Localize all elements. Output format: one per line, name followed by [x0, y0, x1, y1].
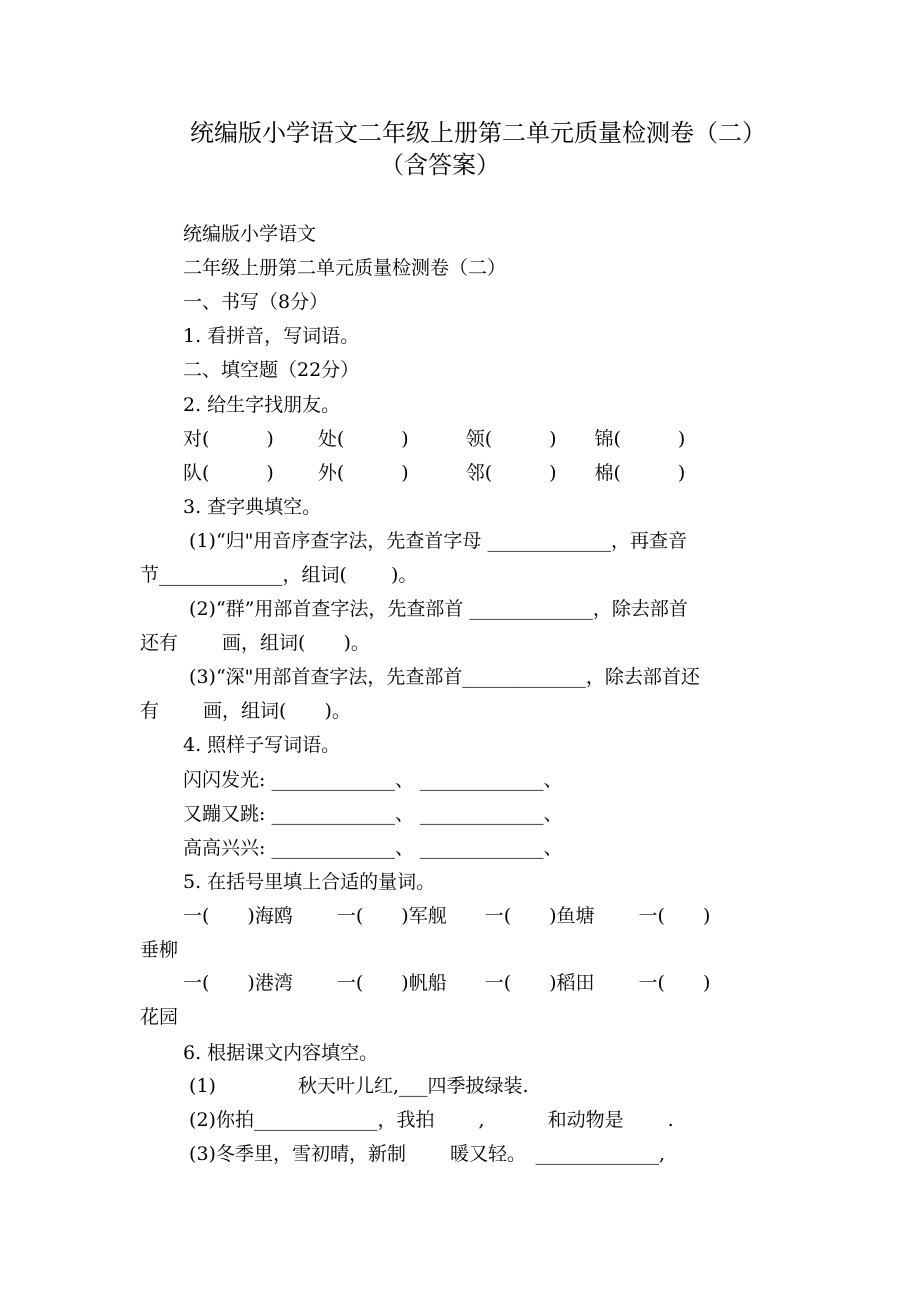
- question-line: (1)“归"用音序查字法，先查首字母 _____________，再查音: [183, 530, 687, 552]
- subtitle-line: 统编版小学语文: [183, 223, 317, 245]
- question-line: 3. 查字典填空。: [183, 496, 322, 518]
- question-line: 节_____________，组词( )。: [140, 564, 418, 586]
- fill-row: 一( )海鸥 一( )军舰 一( )鱼塘 一( ): [183, 905, 711, 927]
- question-line: 6. 根据课文内容填空。: [183, 1042, 379, 1064]
- question-line: 1. 看拼音，写词语。: [183, 325, 360, 347]
- fill-row: 垂柳: [140, 939, 179, 961]
- subtitle-line: 二年级上册第二单元质量检测卷（二）: [183, 257, 507, 279]
- fill-row: 闪闪发光: _____________、 _____________、: [183, 769, 563, 791]
- section-heading: 二、填空题（22分）: [183, 359, 360, 381]
- question-line: 有 画，组词( )。: [140, 700, 351, 722]
- section-heading: 一、书写（8分）: [183, 291, 329, 313]
- fill-row: 又蹦又跳: _____________、 _____________、: [183, 803, 563, 825]
- fill-row: 队( ) 外( ) 邻( ) 棉( ): [183, 462, 686, 484]
- question-line: (3)冬季里，雪初晴，新制 暖又轻。 _____________,: [183, 1143, 666, 1165]
- document-title: 统编版小学语文二年级上册第二单元质量检测卷（二）: [190, 119, 766, 147]
- question-line: (2)你拍_____________，我拍 , 和动物是 .: [183, 1109, 674, 1131]
- question-line: (1) 秋天叶儿红,___四季披绿装.: [183, 1075, 529, 1097]
- question-line: 4. 照样子写词语。: [183, 734, 341, 756]
- question-line: 还有 画，组词( )。: [140, 632, 370, 654]
- question-line: (3)“深"用部首查字法，先查部首_____________，除去部首还: [183, 666, 700, 688]
- question-line: (2)“群”用部首查字法，先查部首 _____________，除去部首: [183, 598, 688, 620]
- question-line: 5. 在括号里填上合适的量词。: [183, 871, 436, 893]
- fill-row: 花园: [140, 1006, 179, 1028]
- document-title-suffix: （含答案）: [380, 151, 500, 179]
- question-line: 2. 给生字找朋友。: [183, 394, 341, 416]
- fill-row: 对( ) 处( ) 领( ) 锦( ): [183, 428, 686, 450]
- fill-row: 一( )港湾 一( )帆船 一( )稻田 一( ): [183, 972, 711, 994]
- fill-row: 高高兴兴: _____________、 _____________、: [183, 837, 563, 859]
